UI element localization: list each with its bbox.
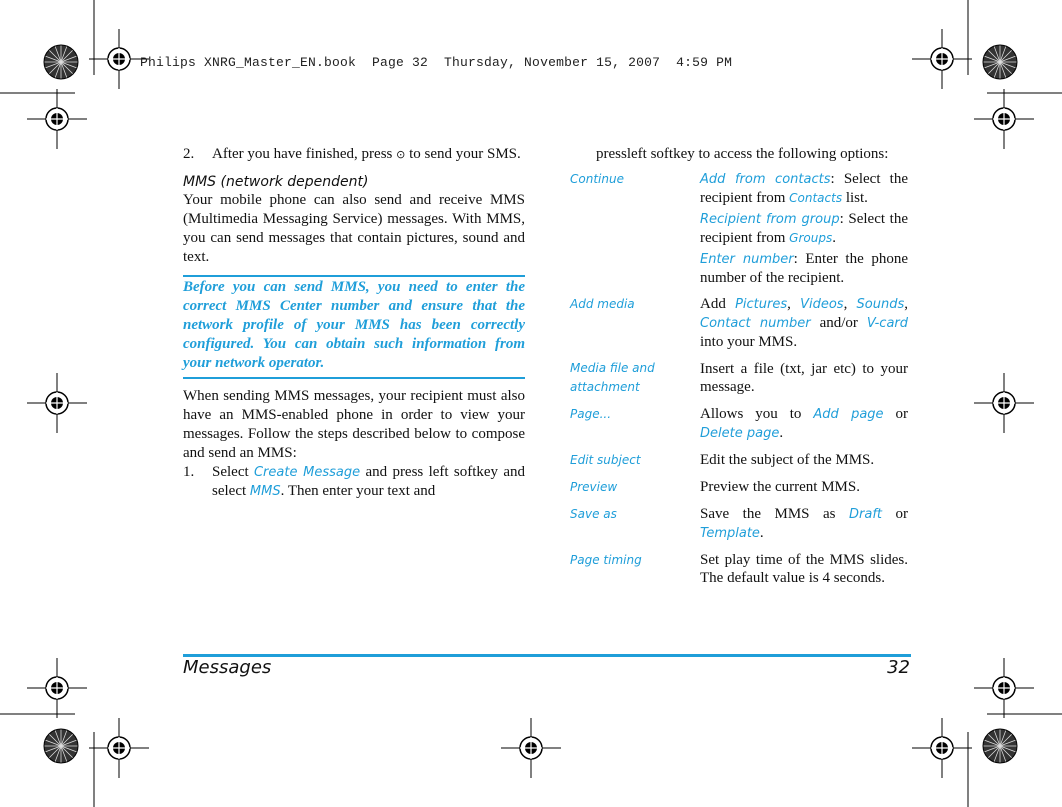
option-desc: Edit the subject of the MMS. <box>700 452 875 468</box>
print-header: Philips XNRG_Master_EN.book Page 32 Thursday, November 15, 2007 4:59 PM <box>140 55 733 70</box>
left-column <box>183 145 525 501</box>
option-desc: Preview the current MMS. <box>700 479 860 495</box>
option-desc: Insert a file (txt, jar etc) to your message. <box>700 361 908 395</box>
page-number: 32 <box>887 657 910 678</box>
option-row <box>570 170 908 295</box>
option-desc: Allows you to Add page or Delete page. <box>700 406 909 441</box>
option-key: Preview <box>570 480 618 494</box>
menu-ref-mms: MMS <box>249 484 281 499</box>
option-key: Continue <box>570 172 624 186</box>
mms-note: Before you can send MMS, you need to enter the correct MMS Center number and ensure that the network profile of your MMS has been correctly configured. You can obtain such information from your network operator. <box>183 275 525 379</box>
mms-intro: Your mobile phone can also send and receive MMS (Multimedia Messaging Service) messages. With MMS, you can send messages that contain pictures, sound and text. <box>183 192 525 265</box>
option-key: Page... <box>570 407 612 421</box>
options-table <box>570 170 908 595</box>
option-key: Add media <box>570 297 635 311</box>
option-key: Edit subject <box>570 453 641 467</box>
menu-ref-create-message: Create Message <box>253 465 361 480</box>
option-row <box>570 295 908 359</box>
option-row <box>570 478 908 505</box>
option-row <box>570 451 908 478</box>
step-number: 2. <box>183 146 195 162</box>
ok-key-icon: ⊙ <box>396 148 406 161</box>
sending-info: When sending MMS messages, your recipient must also have an MMS-enabled phone in order to view your messages. Follow the steps described below to compose and send an MMS: <box>183 388 525 461</box>
option-key: Save as <box>570 507 617 521</box>
options-intro: pressleft softkey to access the following options: <box>596 146 889 162</box>
option-row <box>570 359 908 405</box>
option-row <box>570 405 908 451</box>
footer-title: Messages <box>183 657 272 678</box>
option-desc: Add Pictures, Videos, Sounds, Contact number and/or V-card into your MMS. <box>700 296 909 350</box>
option-desc: Set play time of the MMS slides. The default value is 4 seconds. <box>700 552 908 586</box>
section-title-mms: MMS (network dependent) <box>183 174 369 190</box>
option-row <box>570 505 908 551</box>
option-row <box>570 551 908 595</box>
step-2: 2. After you have finished, press ⊙ to send your SMS. <box>183 146 521 162</box>
step-number: 1. <box>183 464 195 480</box>
option-key: Page timing <box>570 553 642 567</box>
option-key: Media file and attachment <box>570 361 655 394</box>
right-column <box>570 145 908 595</box>
step-1: 1. Select Create Message and press left softkey and select MMS. Then enter your text and <box>183 464 526 499</box>
option-desc: Add from contacts: Select the recipient from Contacts list. Recipient from group: Select the recipient from Groups. Enter number: Enter the phone number of the recipient. <box>700 171 909 286</box>
option-desc: Save the MMS as Draft or Template. <box>700 506 908 541</box>
footer-rule <box>183 654 911 657</box>
